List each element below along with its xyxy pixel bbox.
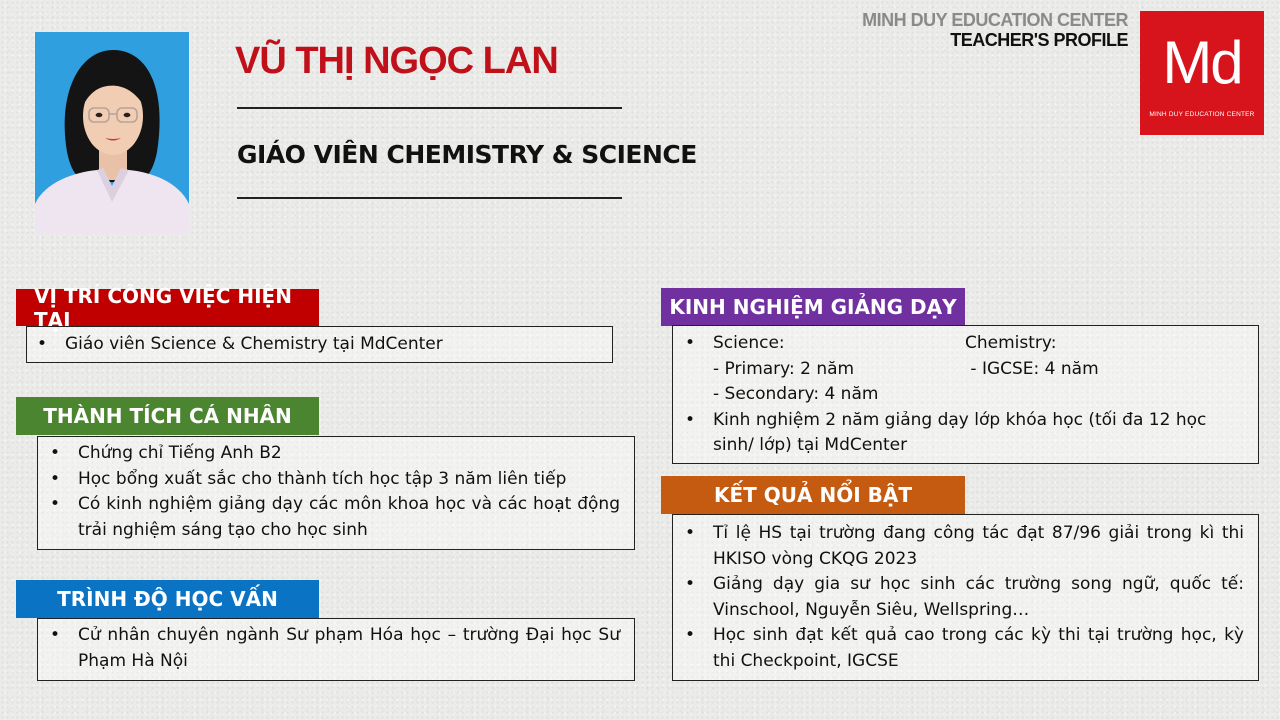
chemistry-column xyxy=(965,331,1244,408)
section-box-achievements xyxy=(37,436,635,550)
science-primary: - Primary: 2 năm xyxy=(713,358,855,379)
section-header-experience: KINH NGHIỆM GIẢNG DẠY xyxy=(661,288,965,326)
list-item: • Chứng chỉ Tiếng Anh B2 xyxy=(40,441,620,467)
teacher-name: VŨ THỊ NGỌC LAN xyxy=(235,40,558,82)
list-item: • Học sinh đạt kết quả cao trong các kỳ thi tại trường học, kỳ thi Checkpoint, IGCSE xyxy=(675,623,1244,674)
section-header-achievements: THÀNH TÍCH CÁ NHÂN xyxy=(16,397,319,435)
section-box-position xyxy=(26,326,613,363)
list-item: • Có kinh nghiệm giảng dạy các môn khoa học và các hoạt động trải nghiệm sáng tạo cho học sinh xyxy=(40,492,620,543)
portrait-image xyxy=(35,32,189,233)
center-name: MINH DUY EDUCATION CENTER xyxy=(862,10,1128,30)
section-header-position: VỊ TRÍ CÔNG VIỆC HIỆN TẠI xyxy=(16,289,319,326)
chemistry-label: Chemistry: xyxy=(965,333,1057,353)
list-item: • Tỉ lệ HS tại trường đang công tác đạt 87/96 giải trong kì thi HKISO vòng CKQG 2023 xyxy=(675,521,1244,572)
science-label: • Science: xyxy=(713,333,785,353)
list-item: • Kinh nghiệm 2 năm giảng dạy lớp khóa học (tối đa 12 học sinh/ lớp) tại MdCenter xyxy=(675,408,1244,459)
list-item-experience-subjects xyxy=(675,331,1244,408)
list-item: • Giáo viên Science & Chemistry tại MdCenter xyxy=(27,332,608,358)
section-header-results: KẾT QUẢ NỔI BẬT xyxy=(661,476,965,514)
list-item: • Cử nhân chuyên ngành Sư phạm Hóa học – trường Đại học Sư Phạm Hà Nội xyxy=(40,623,620,674)
md-logo xyxy=(1140,11,1264,135)
section-box-experience xyxy=(672,325,1259,464)
science-column xyxy=(713,331,965,408)
teacher-role: GIÁO VIÊN CHEMISTRY & SCIENCE xyxy=(237,140,697,169)
list-item: • Giảng dạy gia sư học sinh các trường song ngữ, quốc tế: Vinschool, Nguyễn Siêu, Wellspring… xyxy=(675,572,1244,623)
teacher-photo xyxy=(35,32,189,233)
logo-mark: Md xyxy=(1162,29,1242,96)
section-box-results xyxy=(672,514,1259,681)
chemistry-igcse: - IGCSE: 4 năm xyxy=(965,358,1099,379)
divider-bottom xyxy=(237,197,622,199)
logo-subtext: MINH DUY EDUCATION CENTER xyxy=(1149,111,1255,118)
divider-top xyxy=(237,107,622,109)
section-box-education xyxy=(37,618,635,681)
doc-title: TEACHER'S PROFILE xyxy=(950,30,1128,50)
science-secondary: - Secondary: 4 năm xyxy=(713,384,879,404)
list-item: • Học bổng xuất sắc cho thành tích học tập 3 năm liên tiếp xyxy=(40,467,620,493)
section-header-education: TRÌNH ĐỘ HỌC VẤN xyxy=(16,580,319,618)
